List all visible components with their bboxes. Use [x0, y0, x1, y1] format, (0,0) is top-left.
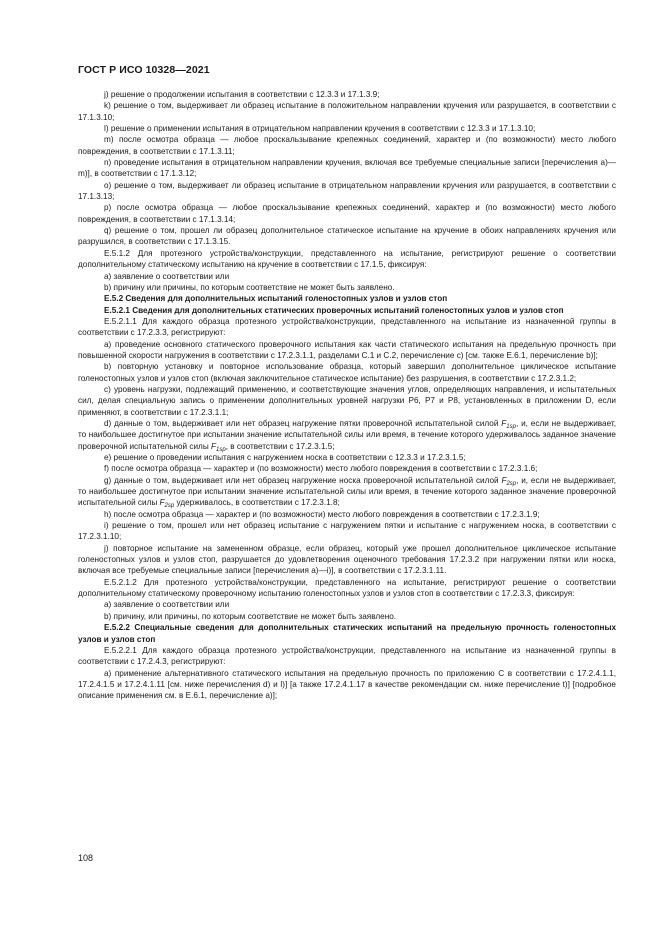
clause-paragraph: E.5.2.1.2 Для протезного устройства/конструкции, представленного на испытание, регистрируют решение о соответствии дополнительному статическому проверочному испытанию голеностопных узлов и узлов стоп в соответствии с 17.2.3.3, фиксируя:: [78, 577, 616, 599]
clause-paragraph: E.5.2.1.1 Для каждого образца протезного устройства/конструкции, представленного на испытание из назначенной группы в соответствии с 17.2.3.3, регистрируют:: [78, 316, 616, 338]
symbol-f1sp: [211, 442, 226, 451]
symbol-base: F: [501, 418, 507, 428]
list-item: [78, 418, 616, 452]
text-run: удерживалось, в соответствии с 17.2.3.1.8;: [174, 498, 340, 508]
list-item: n) проведение испытания в отрицательном направлении кручения, включая все требуемые специальные записи [перечисления a)—m)], в соответствии с 17.1.3.12;: [78, 158, 616, 179]
page-header: ГОСТ Р ИСО 10328—2021: [78, 64, 210, 76]
list-item: j) решение о продолжении испытания в соответствии с 12.3.3 и 17.1.3.9;: [104, 90, 380, 99]
text-run: , и, если не выдерживает, то наибольшее достигнутое при испытании значение испытательной силы или время, в течение которого удерживалось заданное значение проверочной испытательной силы: [78, 418, 616, 451]
list-item: l) решение о применении испытания в отрицательном направлении кручения в соответствии с 12.3.3 и 17.1.3.10;: [104, 124, 536, 134]
subsection-heading: E.5.2.1 Сведения для дополнительных статических проверочных испытаний голеностопных узлов и узлов стоп: [104, 305, 564, 315]
list-item: a) заявление о соответствии или: [104, 600, 230, 610]
list-item: a) проведение основного статического проверочного испытания как части статического испытания на предельную прочность при повышенной скорости нагружения в соответствии с 17.2.3.1.1, разделами C.1 и C.2, перечисление c) [см. также E.6.1, перечисление b)];: [78, 339, 616, 360]
list-item: p) после осмотра образца — любое проскальзывание крепежных соединений, характер и (по возможности) место любого повреждения, в соответствии с 17.1.3.14;: [78, 203, 616, 224]
list-item: b) причину или причины, по которым соответствие не может быть заявлено.: [104, 282, 395, 292]
list-item: j) повторное испытание на замененном образце, если образец, который уже прошел дополнительное циклическое испытание голеностопных узлов и узлов стоп, разрушается до удовлетворения оценочного требования 17.2.3.2 при нагружении пятки или носка, включая все требуемые специальные записи [перечисления a)—i)], в соответствии с 17.2.3.1.11.: [78, 543, 616, 576]
symbol-subscript: 1sp: [506, 423, 516, 430]
list-item: k) решение о том, выдерживает ли образец испытание в положительном направлении кручения или разрушается, в соответствии с 17.1.3.10;: [78, 101, 616, 122]
list-item: i) решение о том, прошел или нет образец испытание с нагружением пятки и испытание с нагружением носка, в соответствии с 17.2.3.1.10;: [78, 521, 616, 542]
clause-paragraph: E.5.1.2 Для протезного устройства/конструкции, представленного на испытание, регистрируют решение о соответствии дополнительному статическому испытанию на кручение в соответствии с 17.1.5, фиксируя:: [78, 248, 616, 270]
symbol-f1sp: [501, 419, 516, 428]
symbol-base: F: [211, 441, 217, 451]
list-item: o) решение о том, выдерживает ли образец испытание в отрицательном направлении кручения или разрушается, в соответствии с 17.1.3.13;: [78, 180, 616, 202]
section-heading: E.5.2 Сведения для дополнительных испытаний голеностопных узлов и узлов стоп: [104, 294, 448, 304]
symbol-subscript: 2sp: [164, 503, 175, 510]
text-run: , и, если не выдерживает, то наибольшее достигнутое при испытании значение испытательной силы или время, в течение которого заданное значение проверочной испытательной силы: [78, 475, 616, 508]
symbol-f2sp: [501, 476, 516, 485]
list-item: b) повторную установку и повторное использование образца, который завершил дополнительное циклическое испытание голеностопных узлов и узлов стоп (включая заключительное статическое испытание) без разрушения, в соответствии с 17.2.3.1.2;: [78, 362, 616, 383]
list-item: m) после осмотра образца — любое проскальзывание крепежных соединений, характер и (по возможности) место любого повреждения, в соответствии с 17.1.3.11;: [78, 135, 616, 156]
subsection-heading: E.5.2.2 Специальные сведения для дополнительных статических испытаний на предельную прочность голеностопных узлов и узлов стоп: [78, 623, 616, 644]
page-number: 108: [78, 853, 94, 863]
document-body: [78, 89, 616, 702]
list-item: q) решение о том, прошел ли образец дополнительное статическое испытание на кручение в обоих направлениях кручения или разрушился, в соответствии с 17.1.3.15.: [78, 226, 616, 247]
symbol-base: F: [159, 498, 165, 508]
list-item: a) заявление о соответствии или: [104, 271, 230, 281]
list-item: c) уровень нагрузки, подлежащий применению, и соответствующие значения углов, определяющих направления, и испытательных сил, делая специальную запись о применении дополнительных уровней нагрузки P6, P7 и P8, установленных в приложении D, если применяют, в соответствии с 17.2.3.1.1;: [78, 384, 616, 417]
list-item: f) после осмотра образца — характер и (по возможности) место любого повреждения в соответствии с 17.2.3.1.6;: [104, 464, 538, 474]
list-item: e) решение о проведении испытания с нагружением носка в соответствии с 12.3.3 и 17.2.3.1.5;: [104, 453, 466, 462]
symbol-subscript: 2sp: [506, 480, 517, 487]
symbol-f2sp: [159, 498, 175, 510]
list-item: b) причину, или причины, по которым соответствие не может быть заявлено.: [104, 611, 397, 621]
clause-paragraph: E.5.2.2.1 Для каждого образца протезного устройства/конструкции, представленного на испытание из назначенной группы в соответствии с 17.2.4.3, регистрируют:: [78, 645, 616, 667]
list-item: a) применение альтернативного статического испытания на предельную прочность по приложению C в соответствии с 17.2.4.1.1, 17.2.4.1.5 и 17.2.4.1.11 [см. ниже перечисления d) и l)] [а также 17.2.4.1.17 в качестве рекомендации см. ниже перечисление t)] [подробное описание применения см. в E.6.1, перечисление a)];: [78, 668, 616, 701]
text-run: d) данные о том, выдерживает или нет образец нагружение пятки проверочной испытательной силой: [104, 418, 502, 428]
text-run: , в соответствии с 17.2.3.1.5;: [225, 441, 335, 451]
list-item: [78, 475, 616, 509]
symbol-base: F: [501, 475, 507, 485]
text-run: g) данные о том, выдерживает или нет образец нагружение носка проверочной испытательной силой: [104, 475, 502, 485]
symbol-subscript: 1sp: [216, 446, 226, 453]
list-item: h) после осмотра образца — характер и (по возможности) место любого повреждения в соответствии с 17.2.3.1.9;: [104, 509, 540, 519]
